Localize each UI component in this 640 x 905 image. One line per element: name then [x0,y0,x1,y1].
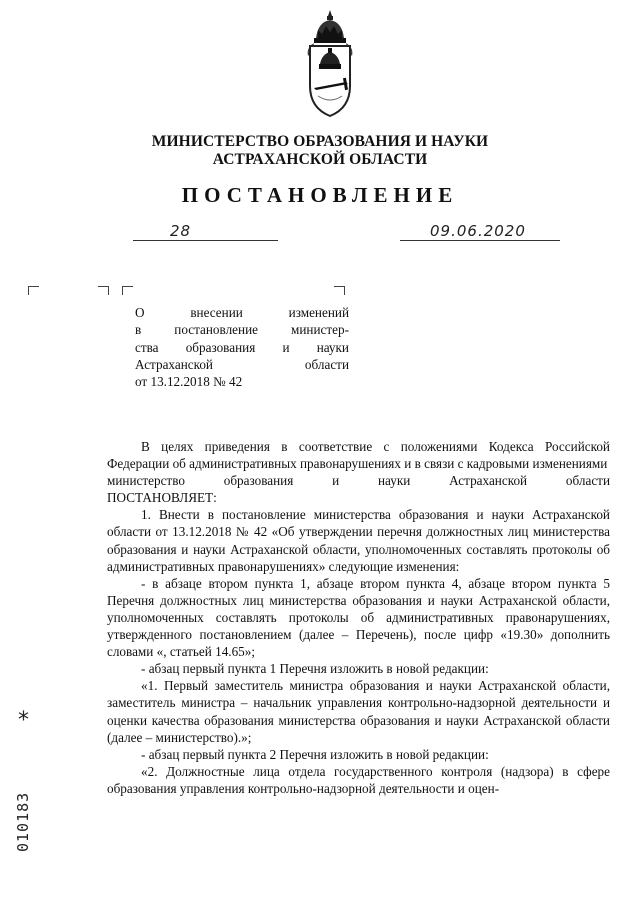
amendment-paragraph-2: - абзац первый пункта 1 Перечня изложить в новой редакции: [141,661,489,677]
amendment-paragraph-5: «2. Должностные лица отдела государственного контроля (надзора) в сфере образования управления контрольно-надзорной деятельности и оцен- [107,763,610,796]
document-body [107,438,610,797]
subject-line-4: Астраханской области [135,356,349,372]
left-corner-bracket [28,286,39,295]
ministry-name-line2: АСТРАХАНСКОЙ ОБЛАСТИ [212,151,428,168]
registration-stamp [14,708,40,852]
document-subject [135,304,349,390]
document-number: 28 [170,222,192,240]
amendment-paragraph-1: - в абзаце втором пункта 1, абзаце втором пункта 4, абзаце втором пункта 5 Перечня должностных лиц министерства образования и науки Астраханской области, уполномоченных составлять протоколы об административных правонарушениях, утвержденного постановлением (далее – Перечень), после цифр «19.30» дополнить словами «, статьей 14.65»; [107,575,610,660]
preamble-paragraph: В целях приведения в соответствие с положениями Кодекса Российской Федерации об административных правонарушениях и в связи с кадровыми изменениями [107,439,610,472]
amendment-paragraph-4: - абзац первый пункта 2 Перечня изложить в новой редакции: [141,746,489,762]
resolves-heading: ПОСТАНОВЛЯЕТ: [107,490,217,506]
subject-line-1: О внесении изменений [135,305,349,320]
subject-line-3: ства образования и науки [135,339,349,355]
subject-corner-bracket-right [334,286,345,295]
issuer-paragraph: министерство образования и науки Астраханской области [107,473,610,489]
left-corner-bracket-right [98,286,109,295]
date-underline [400,240,560,241]
subject-line-2: в постановление министер- [135,322,349,338]
amendment-paragraph-3: «1. Первый заместитель министра образования и науки Астраханской области, заместитель министра – начальник управления контрольно-надзорной деятельности и оценки качества образования министерства образования и науки Астраханской области (далее – министерство).»; [107,678,610,745]
document-type-title: ПОСТАНОВЛЕНИЕ [181,183,459,207]
number-underline [133,240,278,241]
subject-corner-bracket-left [122,286,133,295]
coat-of-arms-emblem [296,8,364,120]
item-1-paragraph: 1. Внести в постановление министерства образования и науки Астраханской области от 13.12.2018 № 42 «Об утверждении перечня должностных лиц министерства образования и науки Астраханской области, уполномоченных составлять протоколы об административных правонарушениях» следующие изменения: [107,507,610,574]
document-date: 09.06.2020 [430,222,526,240]
stamp-code: 010183 [14,791,32,852]
subject-line-5: от 13.12.2018 № 42 [135,374,243,390]
stamp-asterisk: * [18,708,29,733]
ministry-name-line1: МИНИСТЕРСТВО ОБРАЗОВАНИЯ И НАУКИ [151,133,489,150]
